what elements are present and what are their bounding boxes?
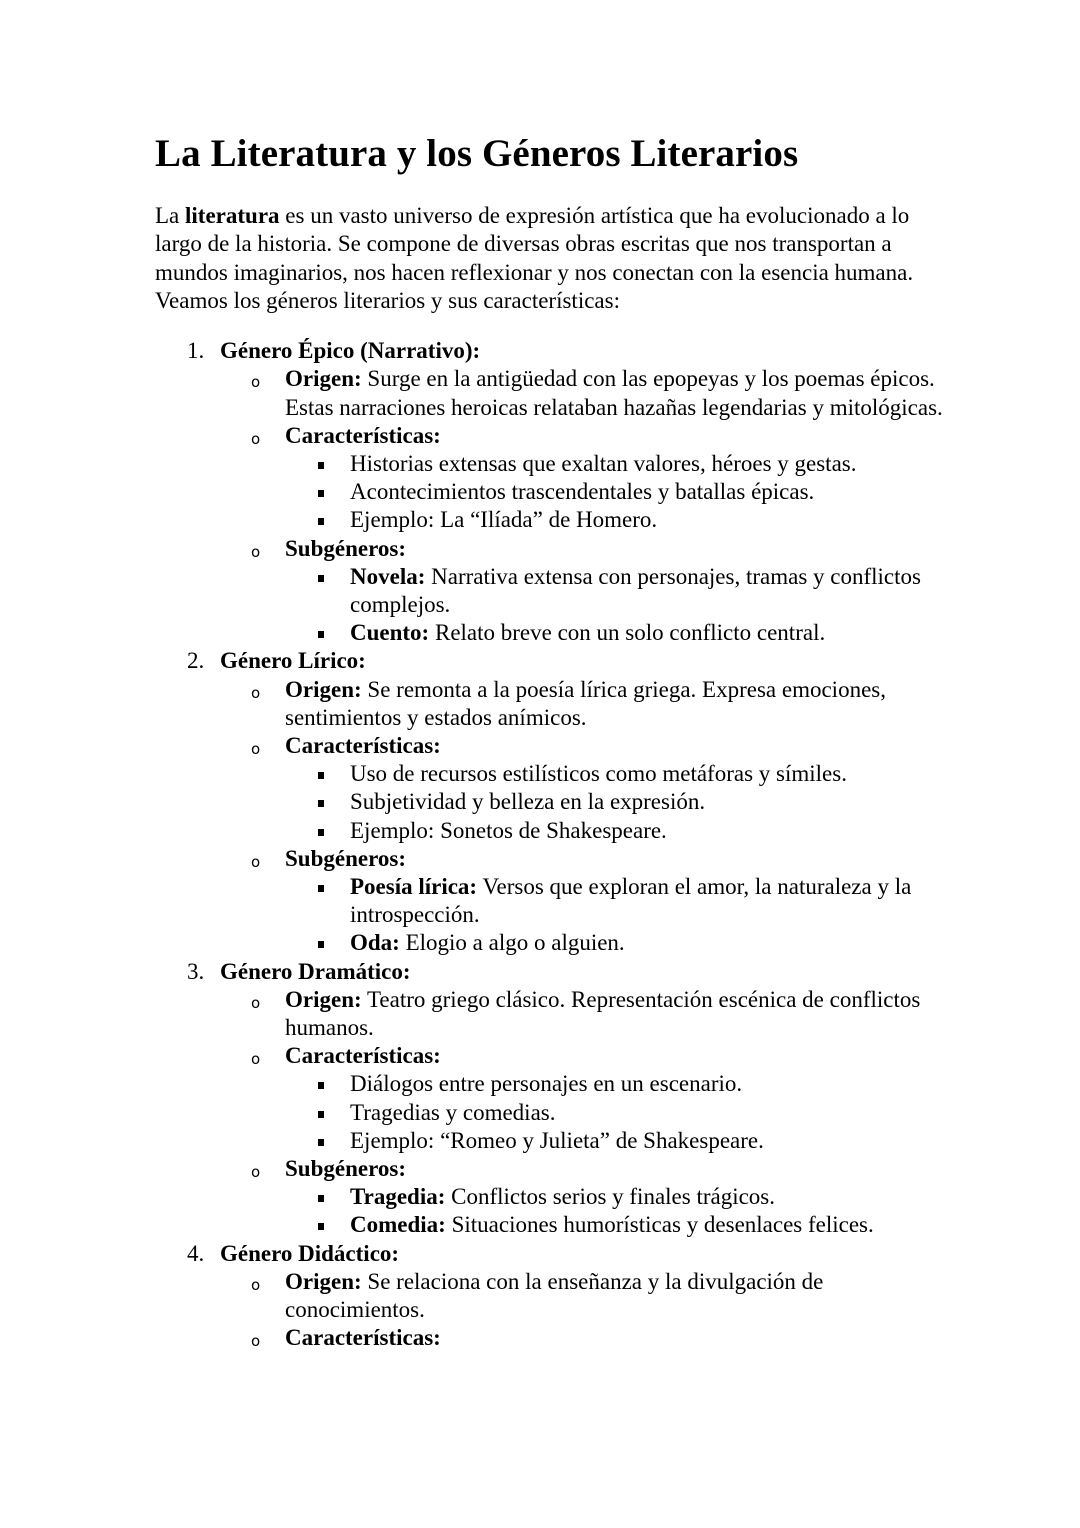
subgenre-label: Cuento: <box>350 620 430 646</box>
subgenre-label: Novela: <box>350 563 426 589</box>
square-bullet-icon <box>318 490 324 497</box>
section-subgenres <box>220 1155 945 1240</box>
features-list <box>285 1070 945 1155</box>
square-bullet-icon <box>318 1223 324 1230</box>
circle-bullet-icon: o <box>251 542 261 561</box>
list-item <box>285 506 945 534</box>
list-item <box>285 619 945 647</box>
feature-text: Ejemplo: “Romeo y Julieta” de Shakespeare. <box>350 1127 764 1153</box>
list-item <box>285 478 945 506</box>
circle-bullet-icon: o <box>251 1332 261 1351</box>
features-list <box>285 760 945 845</box>
subgenre-label: Poesía lírica: <box>350 874 478 900</box>
subgenres-label: Subgéneros: <box>285 535 406 561</box>
section-features <box>220 422 945 535</box>
section-origin <box>220 676 945 732</box>
square-bullet-icon <box>318 772 324 779</box>
page-title: La Literatura y los Géneros Literarios <box>155 132 799 175</box>
genre-item-dramatico <box>155 958 945 1240</box>
list-item <box>285 1099 945 1127</box>
features-label: Características: <box>285 422 441 448</box>
section-origin <box>220 1268 945 1324</box>
square-bullet-icon <box>318 575 324 582</box>
square-bullet-icon <box>318 462 324 469</box>
subgenre-text: Situaciones humorísticas y desenlaces felices. <box>445 1212 874 1238</box>
feature-text: Historias extensas que exaltan valores, héroes y gestas. <box>350 451 857 476</box>
subgenre-text: Elogio a algo o alguien. <box>399 930 625 956</box>
section-features <box>220 1042 945 1155</box>
origin-label: Origen: <box>285 676 362 702</box>
square-bullet-icon <box>318 518 324 525</box>
genre-item-didactico <box>155 1240 945 1353</box>
list-item <box>285 760 945 788</box>
section-subgenres <box>220 535 945 648</box>
feature-text: Tragedias y comedias. <box>350 1099 556 1125</box>
list-item <box>285 563 945 619</box>
square-bullet-icon <box>318 631 324 638</box>
intro-prefix: La <box>155 203 186 228</box>
square-bullet-icon <box>318 1139 324 1146</box>
subgenre-text: Versos que exploran el amor, la naturaleza y la introspección. <box>350 874 912 928</box>
genre-number: 4. <box>187 1240 205 1266</box>
square-bullet-icon <box>318 829 324 836</box>
section-origin <box>220 365 945 421</box>
feature-text: Uso de recursos estilísticos como metáforas y símiles. <box>350 761 847 787</box>
subgenre-text: Conflictos serios y finales trágicos. <box>445 1184 776 1210</box>
intro-bold-term: literatura <box>185 203 280 228</box>
genre-sections <box>220 986 945 1240</box>
section-features <box>220 1324 945 1352</box>
genre-sections <box>220 676 945 958</box>
list-item <box>285 873 945 929</box>
subgenres-label: Subgéneros: <box>285 1156 406 1182</box>
list-item <box>285 929 945 957</box>
circle-bullet-icon: o <box>251 852 261 871</box>
circle-bullet-icon: o <box>251 683 261 702</box>
feature-text: Acontecimientos trascendentales y batallas épicas. <box>350 479 815 505</box>
square-bullet-icon <box>318 1195 324 1202</box>
list-item <box>285 1127 945 1155</box>
features-label: Características: <box>285 1325 441 1351</box>
list-item <box>285 1183 945 1211</box>
origin-label: Origen: <box>285 986 362 1012</box>
origin-text: Se remonta a la poesía lírica griega. Expresa emociones, sentimientos y estados anímicos. <box>285 676 886 730</box>
subgenres-label: Subgéneros: <box>285 845 406 871</box>
intro-text: es un vasto universo de expresión artística que ha evolucionado a lo largo de la historia. Se compone de diversas obras escritas que nos transportan a mundos imaginarios, nos hacen reflexionar y nos conectan con la esencia humana. Veamos los géneros literarios y sus características: <box>155 203 914 313</box>
document-page <box>155 126 945 1353</box>
origin-label: Origen: <box>285 1268 362 1294</box>
origin-text: Surge en la antigüedad con las epopeyas y los poemas épicos. Estas narraciones heroicas relataban hazañas legendarias y mitológicas. <box>285 366 943 420</box>
subgenre-label: Tragedia: <box>350 1184 446 1210</box>
list-item <box>285 1211 945 1239</box>
genre-item-lirico <box>155 647 945 957</box>
genre-title: Género Lírico: <box>220 648 366 674</box>
feature-text: Subjetividad y belleza en la expresión. <box>350 789 706 815</box>
square-bullet-icon <box>318 885 324 892</box>
origin-text: Teatro griego clásico. Representación escénica de conflictos humanos. <box>285 986 921 1041</box>
feature-text: Diálogos entre personajes en un escenario. <box>350 1071 743 1097</box>
list-item <box>285 450 945 478</box>
intro-paragraph <box>155 202 925 315</box>
list-item <box>285 817 945 845</box>
circle-bullet-icon: o <box>251 740 261 759</box>
subgenre-text: Relato breve con un solo conflicto central. <box>429 620 826 646</box>
genre-number: 3. <box>187 958 205 984</box>
circle-bullet-icon: o <box>251 993 261 1012</box>
subgenre-label: Oda: <box>350 930 400 956</box>
list-item <box>285 1070 945 1098</box>
features-label: Características: <box>285 1043 441 1069</box>
genre-sections <box>220 365 945 647</box>
genre-list <box>155 337 945 1352</box>
circle-bullet-icon: o <box>251 1275 261 1294</box>
genre-sections <box>220 1268 945 1353</box>
features-label: Características: <box>285 733 441 759</box>
genre-title: Género Dramático: <box>220 958 411 984</box>
genre-title: Género Épico (Narrativo): <box>220 338 481 364</box>
circle-bullet-icon: o <box>251 429 261 448</box>
circle-bullet-icon: o <box>251 1163 261 1182</box>
subgenres-list <box>285 873 945 958</box>
subgenres-list <box>285 1183 945 1239</box>
subgenres-list <box>285 563 945 648</box>
section-subgenres <box>220 845 945 958</box>
feature-text: Ejemplo: La “Ilíada” de Homero. <box>350 507 658 533</box>
circle-bullet-icon: o <box>251 373 261 392</box>
square-bullet-icon <box>318 800 324 807</box>
genre-number: 2. <box>187 648 205 674</box>
genre-number: 1. <box>187 338 205 364</box>
genre-title: Género Didáctico: <box>220 1240 400 1266</box>
square-bullet-icon <box>318 1111 324 1118</box>
list-item <box>285 788 945 816</box>
subgenre-label: Comedia: <box>350 1212 446 1238</box>
circle-bullet-icon: o <box>251 1050 261 1069</box>
genre-item-epico <box>155 337 945 647</box>
features-list <box>285 450 945 535</box>
feature-text: Ejemplo: Sonetos de Shakespeare. <box>350 817 667 843</box>
section-origin <box>220 986 945 1042</box>
origin-label: Origen: <box>285 366 362 392</box>
square-bullet-icon <box>318 941 324 948</box>
subgenre-text: Narrativa extensa con personajes, tramas y conflictos complejos. <box>350 563 921 618</box>
origin-text: Se relaciona con la enseñanza y la divulgación de conocimientos. <box>285 1268 824 1323</box>
square-bullet-icon <box>318 1082 324 1089</box>
section-features <box>220 732 945 845</box>
